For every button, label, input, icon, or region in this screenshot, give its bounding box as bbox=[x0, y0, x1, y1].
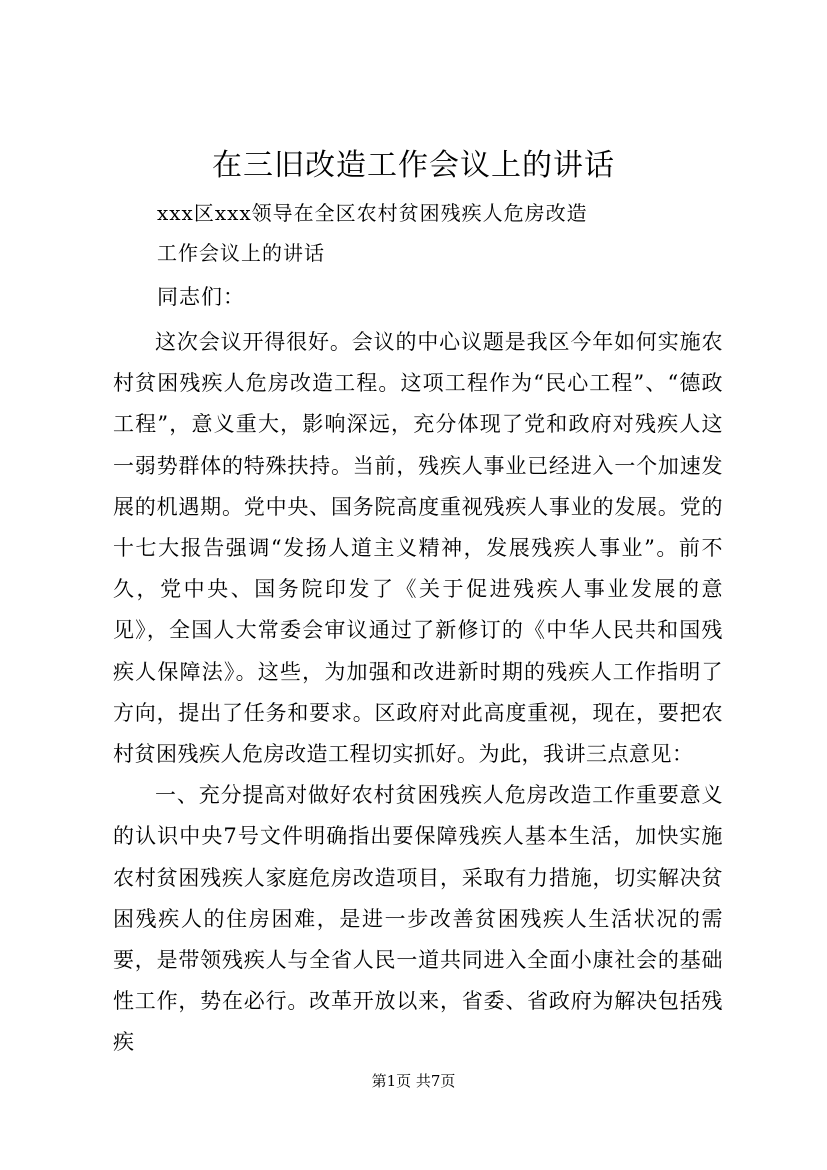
paragraph-intro: 这次会议开得很好。会议的中心议题是我区今年如何实施农村贫困残疾人危房改造工程。这项工程作为“民心工程”、“德政工程”，意义重大，影响深远，充分体现了党和政府对残疾人这一弱势群体的特殊扶持。当前，残疾人事业已经进入一个加速发展的机遇期。党中央、国务院高度重视残疾人事业的发展。党的十七大报告强调“发扬人道主义精神，发展残疾人事业”。前不久，党中央、国务院印发了《关于促进残疾人事业发展的意见》，全国人大常委会审议通过了新修订的《中华人民共和国残疾人保障法》。这些，为加强和改进新时期的残疾人工作指明了方向，提出了任务和要求。区政府对此高度重视，现在，要把农村贫困残疾人危房改造工程切实抓好。为此，我讲三点意见： bbox=[113, 330, 723, 767]
salutation: 同志们： bbox=[157, 285, 245, 309]
subtitle-line-1: xxx区xxx领导在全区农村贫困残疾人危房改造 bbox=[157, 201, 588, 225]
body-text bbox=[113, 322, 723, 1064]
page-number-footer: 第1页 共7页 bbox=[371, 1072, 456, 1090]
paragraph-point-one: 一、充分提高对做好农村贫困残疾人危房改造工作重要意义的认识中央7号文件明确指出要保障残疾人基本生活，加快实施农村贫困残疾人家庭危房改造项目，采取有力措施，切实解决贫困残疾人的住房困难，是进一步改善贫困残疾人生活状况的需要，是带领残疾人与全省人民一道共同进入全面小康社会的基础性工作，势在必行。改革开放以来，省委、省政府为解决包括残疾 bbox=[113, 783, 723, 1055]
subtitle-line-2: 工作会议上的讲话 bbox=[157, 241, 325, 265]
document-title: 在三旧改造工作会议上的讲话 bbox=[212, 148, 615, 183]
